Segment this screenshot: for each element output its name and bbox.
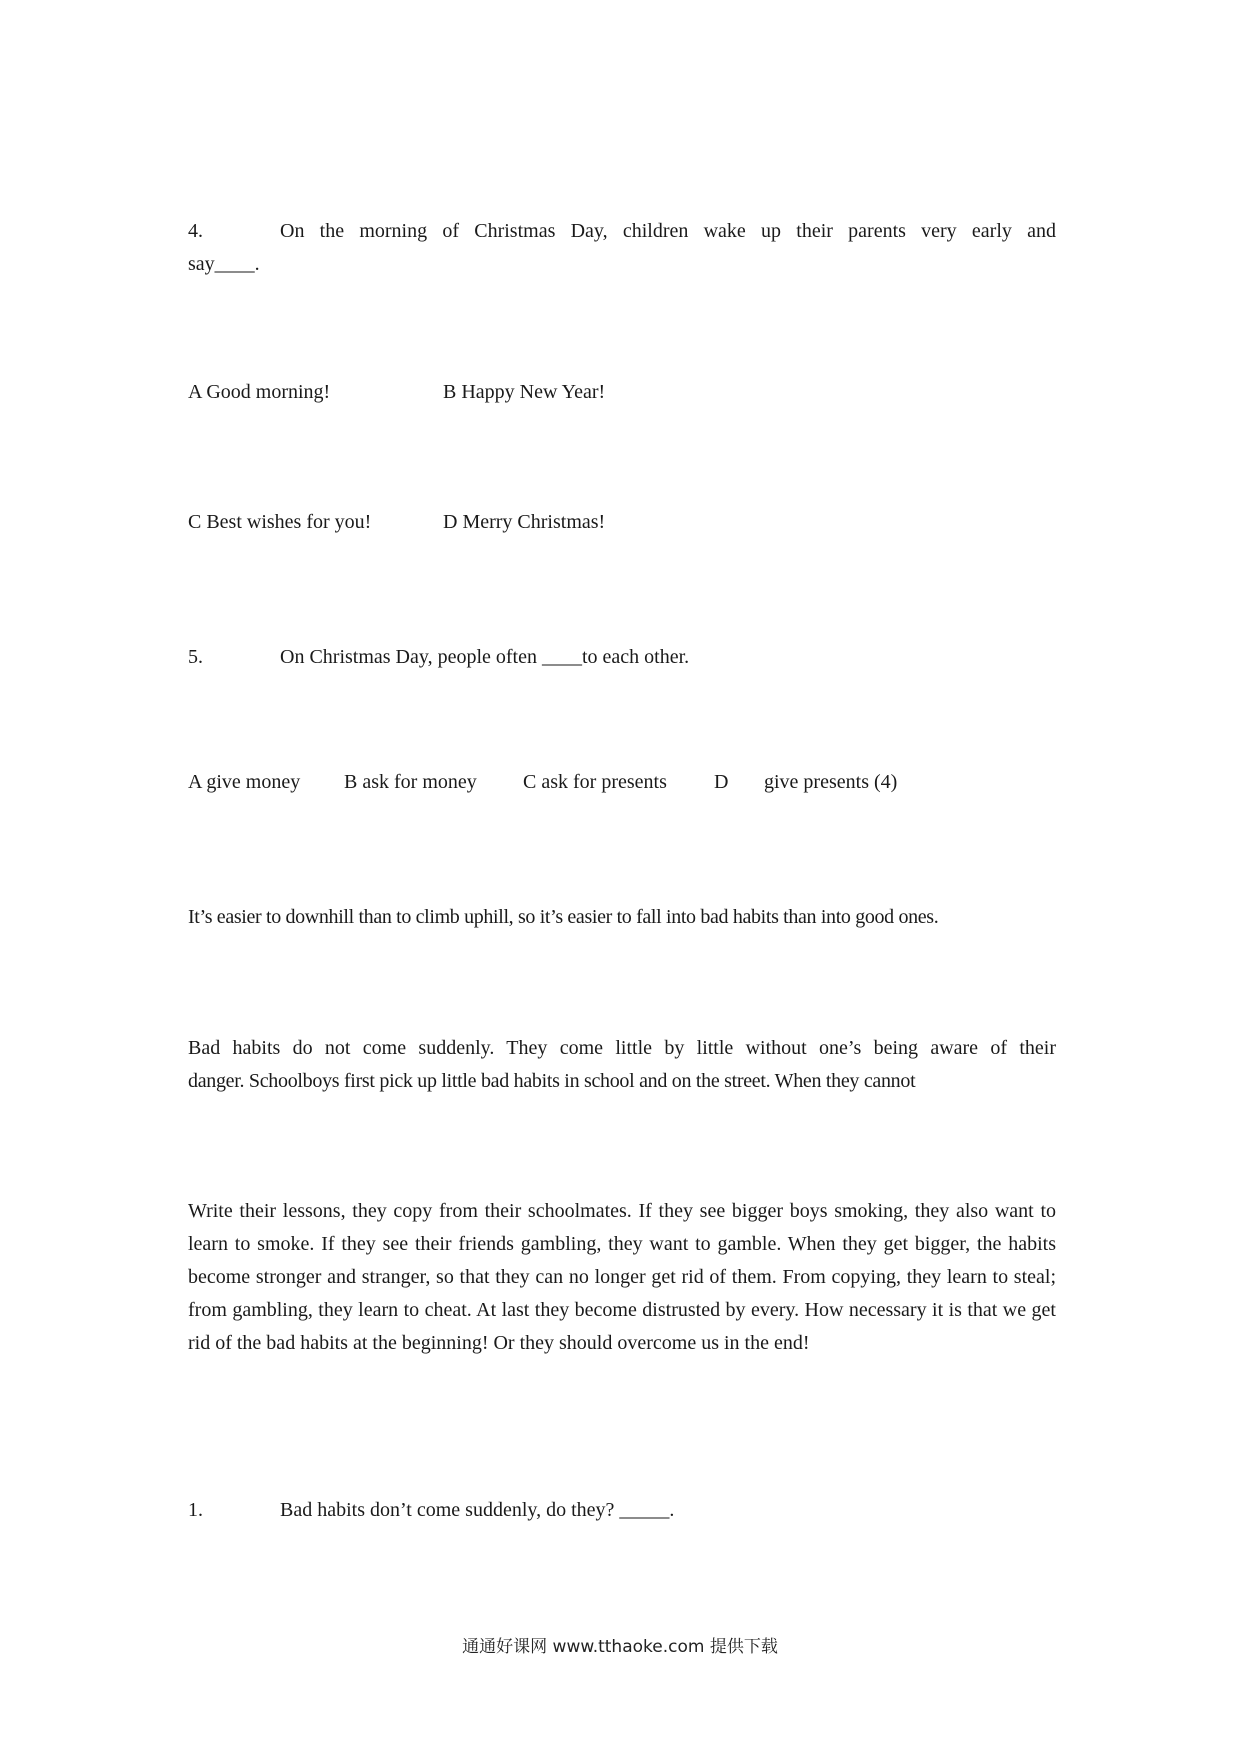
- question-5-option-d-letter: D: [714, 771, 729, 793]
- page-footer: 通通好课网 www.tthaoke.com 提供下载: [462, 1637, 778, 1657]
- question-4-stem-line1: [188, 215, 1056, 248]
- question-1-stem: [188, 1494, 1056, 1527]
- question-4-number: 4.: [188, 220, 203, 242]
- passage-paragraph-1-line1: Bad habits do not come suddenly. They come little by little without one’s being aware of their: [188, 1037, 1056, 1059]
- passage-paragraph-2: Write their lessons, they copy from their schoolmates. If they see bigger boys smoking, they also want to learn to smoke. If they see their friends gambling, they want to gamble. When they get bigger, the habits become stronger and stranger, so that they can no longer get rid of them. From copying, they learn to steal; from gambling, they learn to cheat. At last they become distrusted by every. How necessary it is that we get rid of the bad habits at the beginning! Or they should overcome us in the end!: [188, 1200, 1056, 1354]
- question-4-option-c: C Best wishes for you!: [188, 511, 372, 533]
- question-5-stem-text: On Christmas Day, people often ____to each other.: [280, 646, 690, 668]
- question-5-option-a: A give money: [188, 771, 301, 793]
- question-5-stem: [188, 641, 1056, 674]
- question-4-option-a: A Good morning!: [188, 381, 331, 403]
- passage-paragraph-1: [188, 1032, 1056, 1098]
- question-5-number: 5.: [188, 646, 203, 668]
- question-5-option-c: C ask for presents: [523, 771, 667, 793]
- question-1-number: 1.: [188, 1499, 203, 1521]
- question-5-option-d-text: give presents (4): [764, 771, 898, 793]
- question-4-option-b: B Happy New Year!: [443, 381, 606, 403]
- question-4-stem-line2: say____.: [188, 253, 260, 275]
- question-4-stem-text: On the morning of Christmas Day, children wake up their parents very early and: [280, 220, 1056, 242]
- passage-paragraph-1-line2: danger. Schoolboys first pick up little bad habits in school and on the street. When they cannot: [188, 1070, 916, 1092]
- question-1-stem-text: Bad habits don’t come suddenly, do they? _____.: [280, 1499, 675, 1521]
- question-5-option-b: B ask for money: [344, 771, 477, 793]
- question-4-option-d: D Merry Christmas!: [443, 511, 606, 533]
- passage-intro: It’s easier to downhill than to climb uphill, so it’s easier to fall into bad habits than into good ones.: [188, 906, 939, 928]
